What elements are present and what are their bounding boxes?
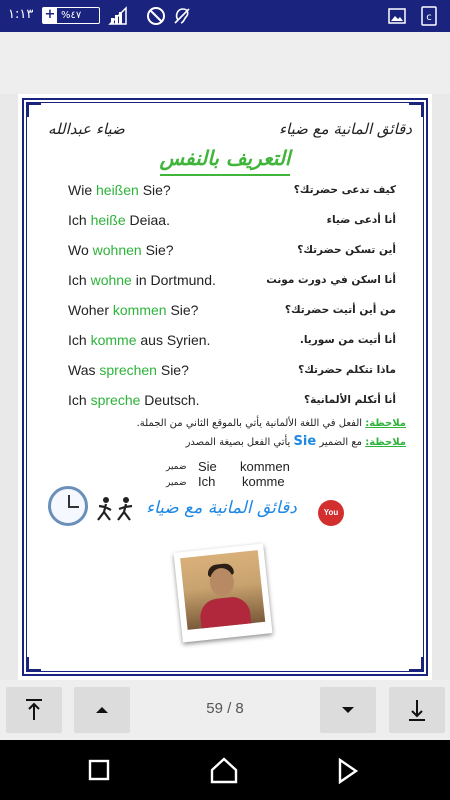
signal-icon: [108, 6, 128, 26]
viewer-toolbar: [0, 32, 450, 94]
title-underline: [160, 174, 290, 176]
conj-pronoun: Ich: [198, 474, 216, 489]
conj-verb: kommen: [240, 459, 290, 474]
arabic-translation: أين تسكن حضرتك؟: [297, 244, 396, 256]
triangle-down-icon: [341, 705, 355, 715]
conj-pronoun: Sie: [198, 459, 217, 474]
german-sentence: Was sprechen Sie?: [68, 362, 189, 378]
highlighted-verb: spreche: [90, 392, 141, 408]
document-page: [18, 94, 432, 680]
german-sentence: Wie heißen Sie?: [68, 182, 171, 198]
back-button[interactable]: [336, 758, 360, 784]
youtube-icon: You Tube: [318, 500, 344, 526]
german-sentence: Ich komme aus Syrien.: [68, 332, 211, 348]
sentence-row: [18, 242, 432, 262]
battery-percent: %٤٧: [61, 10, 82, 21]
arabic-translation: أنا أتكلم الألمانية؟: [304, 394, 396, 406]
highlighted-verb: komme: [90, 332, 137, 348]
arabic-translation: كيف تدعى حضرتك؟: [293, 184, 396, 196]
page-title: التعريف بالنفس: [159, 146, 291, 170]
do-not-disturb-icon: [146, 6, 166, 26]
highlighted-verb: heiße: [90, 212, 126, 228]
sentence-row: [18, 212, 432, 232]
german-sentence: Ich heiße Deiaa.: [68, 212, 170, 228]
highlighted-verb: sprechen: [99, 362, 157, 378]
brand-logo-text: دقائق المانية مع ضياء: [146, 498, 297, 518]
highlighted-verb: wohne: [90, 272, 132, 288]
header-author: ضياء عبدالله: [48, 120, 125, 138]
highlighted-verb: kommen: [112, 302, 167, 318]
pager-bar: [0, 680, 450, 740]
sentence-row: [18, 362, 432, 382]
next-page-button[interactable]: [320, 687, 376, 733]
arabic-translation: من أين أتيت حضرتك؟: [284, 304, 396, 316]
sentence-row: [18, 272, 432, 292]
german-sentence: Ich spreche Deutsch.: [68, 392, 200, 408]
status-time: ١:١٣: [8, 7, 34, 22]
sentence-row: [18, 332, 432, 352]
german-sentence: Wo wohnen Sie?: [68, 242, 174, 258]
battery-charging-plus: +: [44, 7, 56, 22]
arabic-translation: أنا أتيت من سوريا.: [299, 334, 396, 346]
image-notification-icon: [388, 7, 406, 25]
highlighted-verb: heißen: [96, 182, 139, 198]
conj-label: ضمير: [166, 462, 187, 472]
home-button[interactable]: [209, 756, 239, 784]
arrow-to-top-icon: [24, 698, 44, 722]
note-verb-position: ملاحظة: الفعل في اللغة الألمانية يأتي بالموقع الثاني من الجملة.: [136, 418, 406, 429]
battery-icon: [42, 7, 100, 24]
arrow-to-bottom-icon: [407, 698, 427, 722]
sentence-row: [18, 392, 432, 412]
highlighted-verb: wohnen: [92, 242, 142, 258]
sentence-row: [18, 182, 432, 202]
previous-page-button[interactable]: [74, 687, 130, 733]
german-sentence: Ich wohne in Dortmund.: [68, 272, 216, 288]
recent-apps-button[interactable]: [88, 759, 110, 781]
status-bar: [0, 0, 450, 32]
clock-icon: [48, 486, 88, 526]
arabic-translation: ماذا تتكلم حضرتك؟: [298, 364, 396, 376]
note-sie-infinitive: ملاحظة: مع الضمير Sie يأتي الفعل بصيغة المصدر: [185, 434, 406, 449]
page-indicator: 59 / 8: [206, 700, 244, 717]
svg-text:c: c: [426, 12, 432, 23]
triangle-up-icon: [95, 705, 109, 715]
last-page-button[interactable]: [389, 687, 445, 733]
arabic-translation: أنا اسكن في دورت مونت: [266, 274, 396, 286]
app-notification-icon: [420, 6, 438, 26]
runners-icon: [94, 496, 140, 524]
author-photo: [174, 544, 273, 643]
system-nav-bar: [0, 740, 450, 800]
german-sentence: Woher kommen Sie?: [68, 302, 199, 318]
conj-verb: komme: [242, 474, 285, 489]
header-series-title: دقائق المانية مع ضياء: [278, 120, 412, 138]
first-page-button[interactable]: [6, 687, 62, 733]
sentence-row: [18, 302, 432, 322]
arabic-translation: أنا أدعى ضياء: [326, 214, 396, 226]
hearing-aid-icon: [172, 6, 192, 26]
conj-label: ضمير: [166, 478, 187, 488]
